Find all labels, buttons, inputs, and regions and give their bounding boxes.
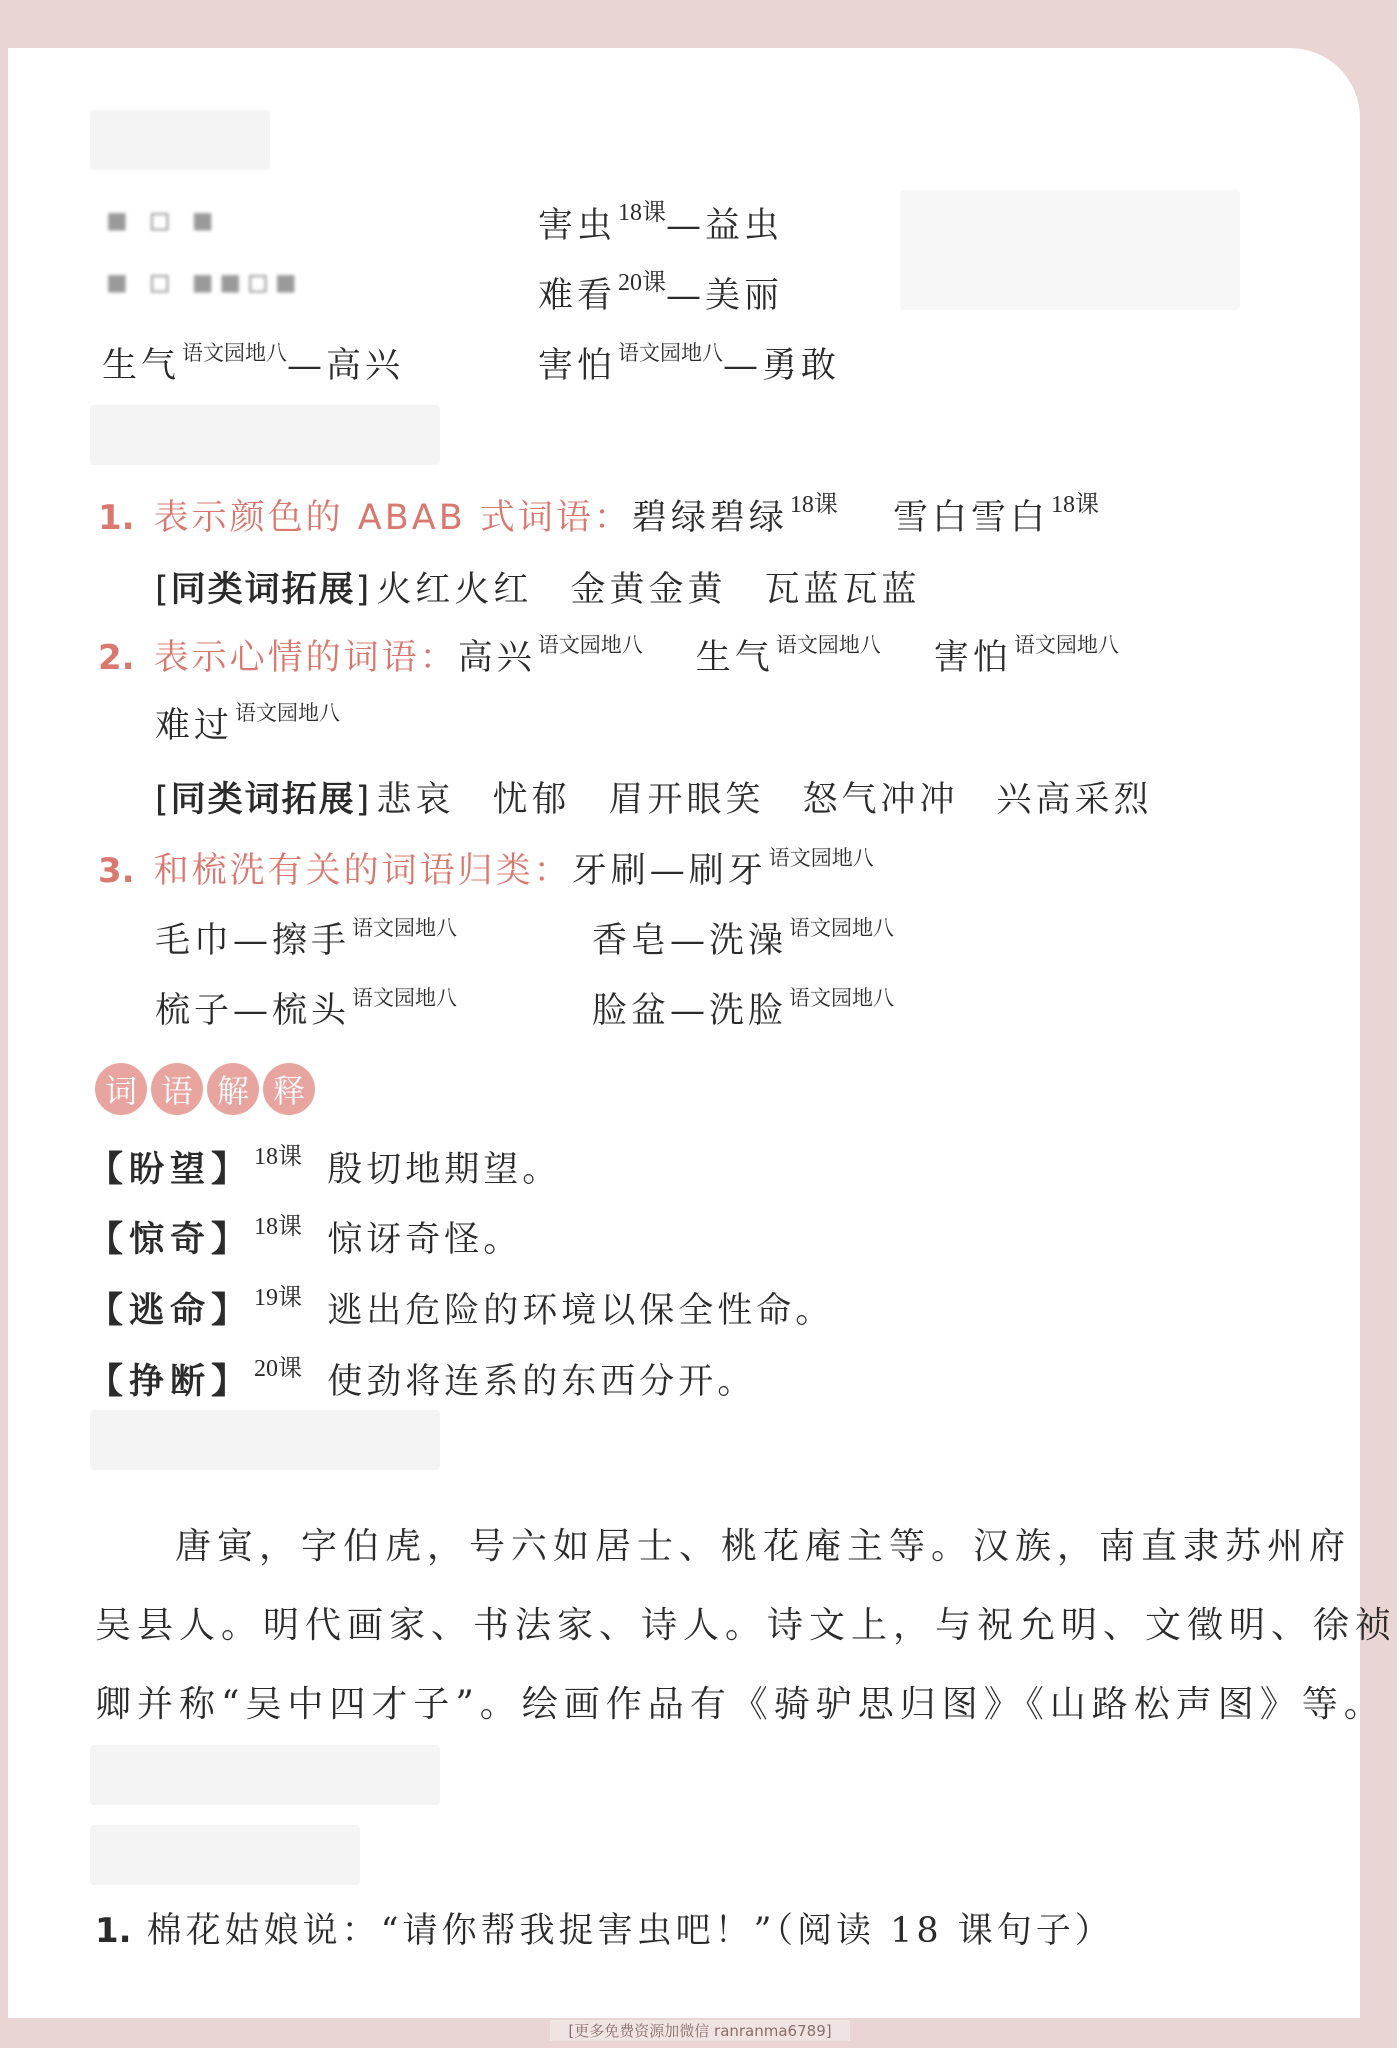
section-heading: 表示颜色的 ABAB 式词语： [153, 498, 632, 538]
antonym-pair: 害虫$^{18课}$—益虫 [538, 200, 784, 246]
badge-char: 释 [263, 1063, 315, 1115]
watermark-footer: [更多免费资源加微信 ranranma6789] [550, 2020, 850, 2041]
blurred-text: ▪ ▫ ▪▪▫▪ [105, 262, 302, 302]
glossary-entry: 【盼望】$^{18课}$ 殷切地期望。 [88, 1144, 562, 1190]
section-2-extension: [同类词拓展] 悲哀 忧郁 眉开眼笑 怒气冲冲 兴高采烈 [155, 780, 1153, 820]
section-number: 1. [98, 498, 135, 538]
blurred-header-block [90, 405, 440, 465]
grooming-pair: 脸盆—洗脸语文园地八 [592, 986, 895, 1031]
extension-label: [同类词拓展] [155, 780, 372, 820]
glossary-entry: 【惊奇】$^{18课}$ 惊讶奇怪。 [88, 1214, 523, 1260]
section-heading: 和梳洗有关的词语归类： [153, 851, 572, 891]
section-1-extension: [同类词拓展] 火红火红 金黄金黄 瓦蓝瓦蓝 [155, 570, 921, 610]
badge-char: 词 [95, 1063, 147, 1115]
section-1-line: 1. 表示颜色的 ABAB 式词语：碧绿碧绿18课 雪白雪白18课 [98, 492, 1099, 538]
glossary-badge [95, 1063, 315, 1115]
blurred-header-block [90, 1825, 360, 1885]
paragraph-line: 卿并称“吴中四才子”。绘画作品有《骑驴思归图》《山路松声图》等。 [95, 1684, 1386, 1725]
paragraph-line: 吴县人。明代画家、书法家、诗人。诗文上，与祝允明、文徵明、徐祯 [95, 1605, 1397, 1646]
badge-char: 解 [207, 1063, 259, 1115]
antonym-pair: 生气$^{语文园地八}$—高兴 [102, 341, 405, 386]
section-heading: 表示心情的词语： [153, 638, 458, 678]
section-2-line-cont: 难过语文园地八 [155, 701, 341, 746]
grooming-pair: 毛巾—擦手语文园地八 [155, 916, 458, 961]
blurred-header-block [90, 1410, 440, 1470]
blurred-text: ▪ ▫ ▪ [105, 200, 219, 240]
blurred-header-block [900, 190, 1240, 310]
glossary-entry: 【挣断】$^{20课}$ 使劲将连系的东西分开。 [88, 1356, 757, 1402]
paragraph-line: 唐寅，字伯虎，号六如居士、桃花庵主等。汉族，南直隶苏州府 [175, 1526, 1352, 1567]
antonym-pair: 害怕$^{语文园地八}$—勇敢 [538, 341, 841, 386]
reading-exercise: 1. 棉花姑娘说：“请你帮我捉害虫吧！”（阅读 18 课句子） [95, 1911, 1114, 1951]
grooming-pair: 香皂—洗澡语文园地八 [592, 916, 895, 961]
section-number: 3. [98, 851, 135, 891]
blurred-header-block [90, 1745, 440, 1805]
section-3-line: 3. 和梳洗有关的词语归类：牙刷—刷牙语文园地八 [98, 846, 874, 891]
extension-label: [同类词拓展] [155, 570, 372, 610]
grooming-pair: 梳子—梳头语文园地八 [155, 986, 458, 1031]
section-number: 2. [98, 638, 135, 678]
antonym-pair: 难看$^{20课}$—美丽 [538, 270, 784, 316]
section-2-line: 2. 表示心情的词语：高兴语文园地八 生气语文园地八 害怕语文园地八 [98, 633, 1119, 678]
badge-char: 语 [151, 1063, 203, 1115]
blurred-header-block [90, 110, 270, 170]
glossary-entry: 【逃命】$^{19课}$ 逃出危险的环境以保全性命。 [88, 1285, 835, 1331]
